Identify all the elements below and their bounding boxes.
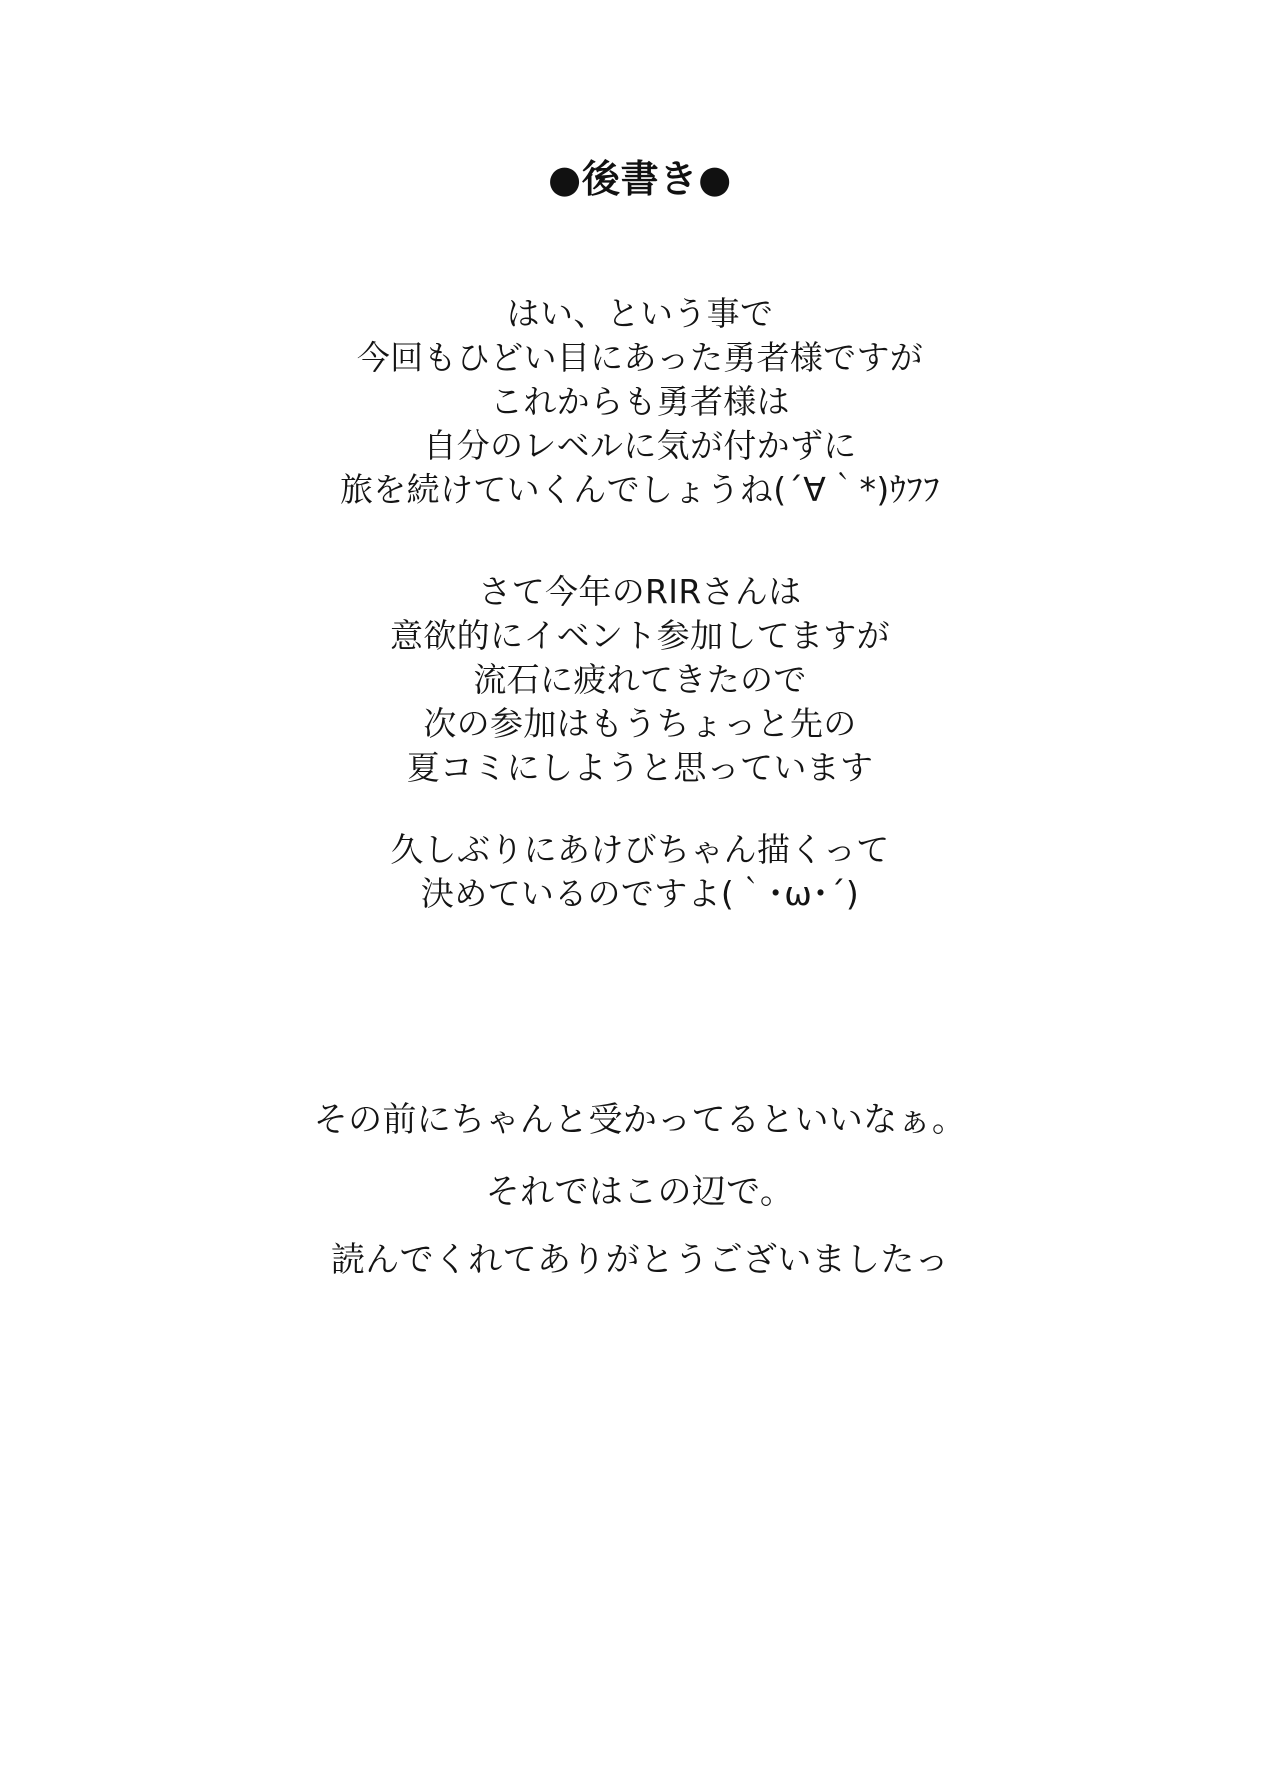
afterword-line: 今回もひどい目にあった勇者様ですが [356, 337, 924, 377]
afterword-line: これからも勇者様は [490, 381, 790, 421]
closing-line-thanks [0, 1240, 1280, 1281]
closing-line: 読んでくれてありがとうございましたっ [330, 1240, 950, 1280]
afterword-line: 次の参加はもうちょっと先の [423, 703, 857, 743]
closing-line-wish [0, 1100, 1280, 1141]
afterword-line: 夏コミにしようと思っています [406, 747, 874, 787]
afterword-line: 決めているのですよ(｀･ω･´) [420, 873, 860, 913]
afterword-line: 流石に疲れてきたので [473, 659, 807, 699]
afterword-line: はい、という事で [506, 294, 774, 333]
afterword-line: 自分のレベルに気が付かずに [423, 425, 857, 465]
afterword-section-akebi [0, 828, 1280, 916]
closing-line: それではこの辺で。 [485, 1172, 795, 1212]
closing-line-signoff [0, 1172, 1280, 1213]
afterword-line: 意欲的にイベント参加してますが [390, 615, 890, 655]
afterword-line: 旅を続けていくんでしょうね(´∀｀*)ｳﾌﾌ [339, 469, 941, 509]
afterword-section-events [0, 570, 1280, 789]
page-title: ●後書き● [547, 157, 733, 201]
afterword-line: さて今年のRIRさんは [478, 572, 802, 611]
closing-line: その前にちゃんと受かってるといいなぁ。 [313, 1100, 967, 1140]
afterword-section-intro [0, 292, 1280, 511]
afterword-line: 久しぶりにあけびちゃん描くって [390, 830, 890, 869]
